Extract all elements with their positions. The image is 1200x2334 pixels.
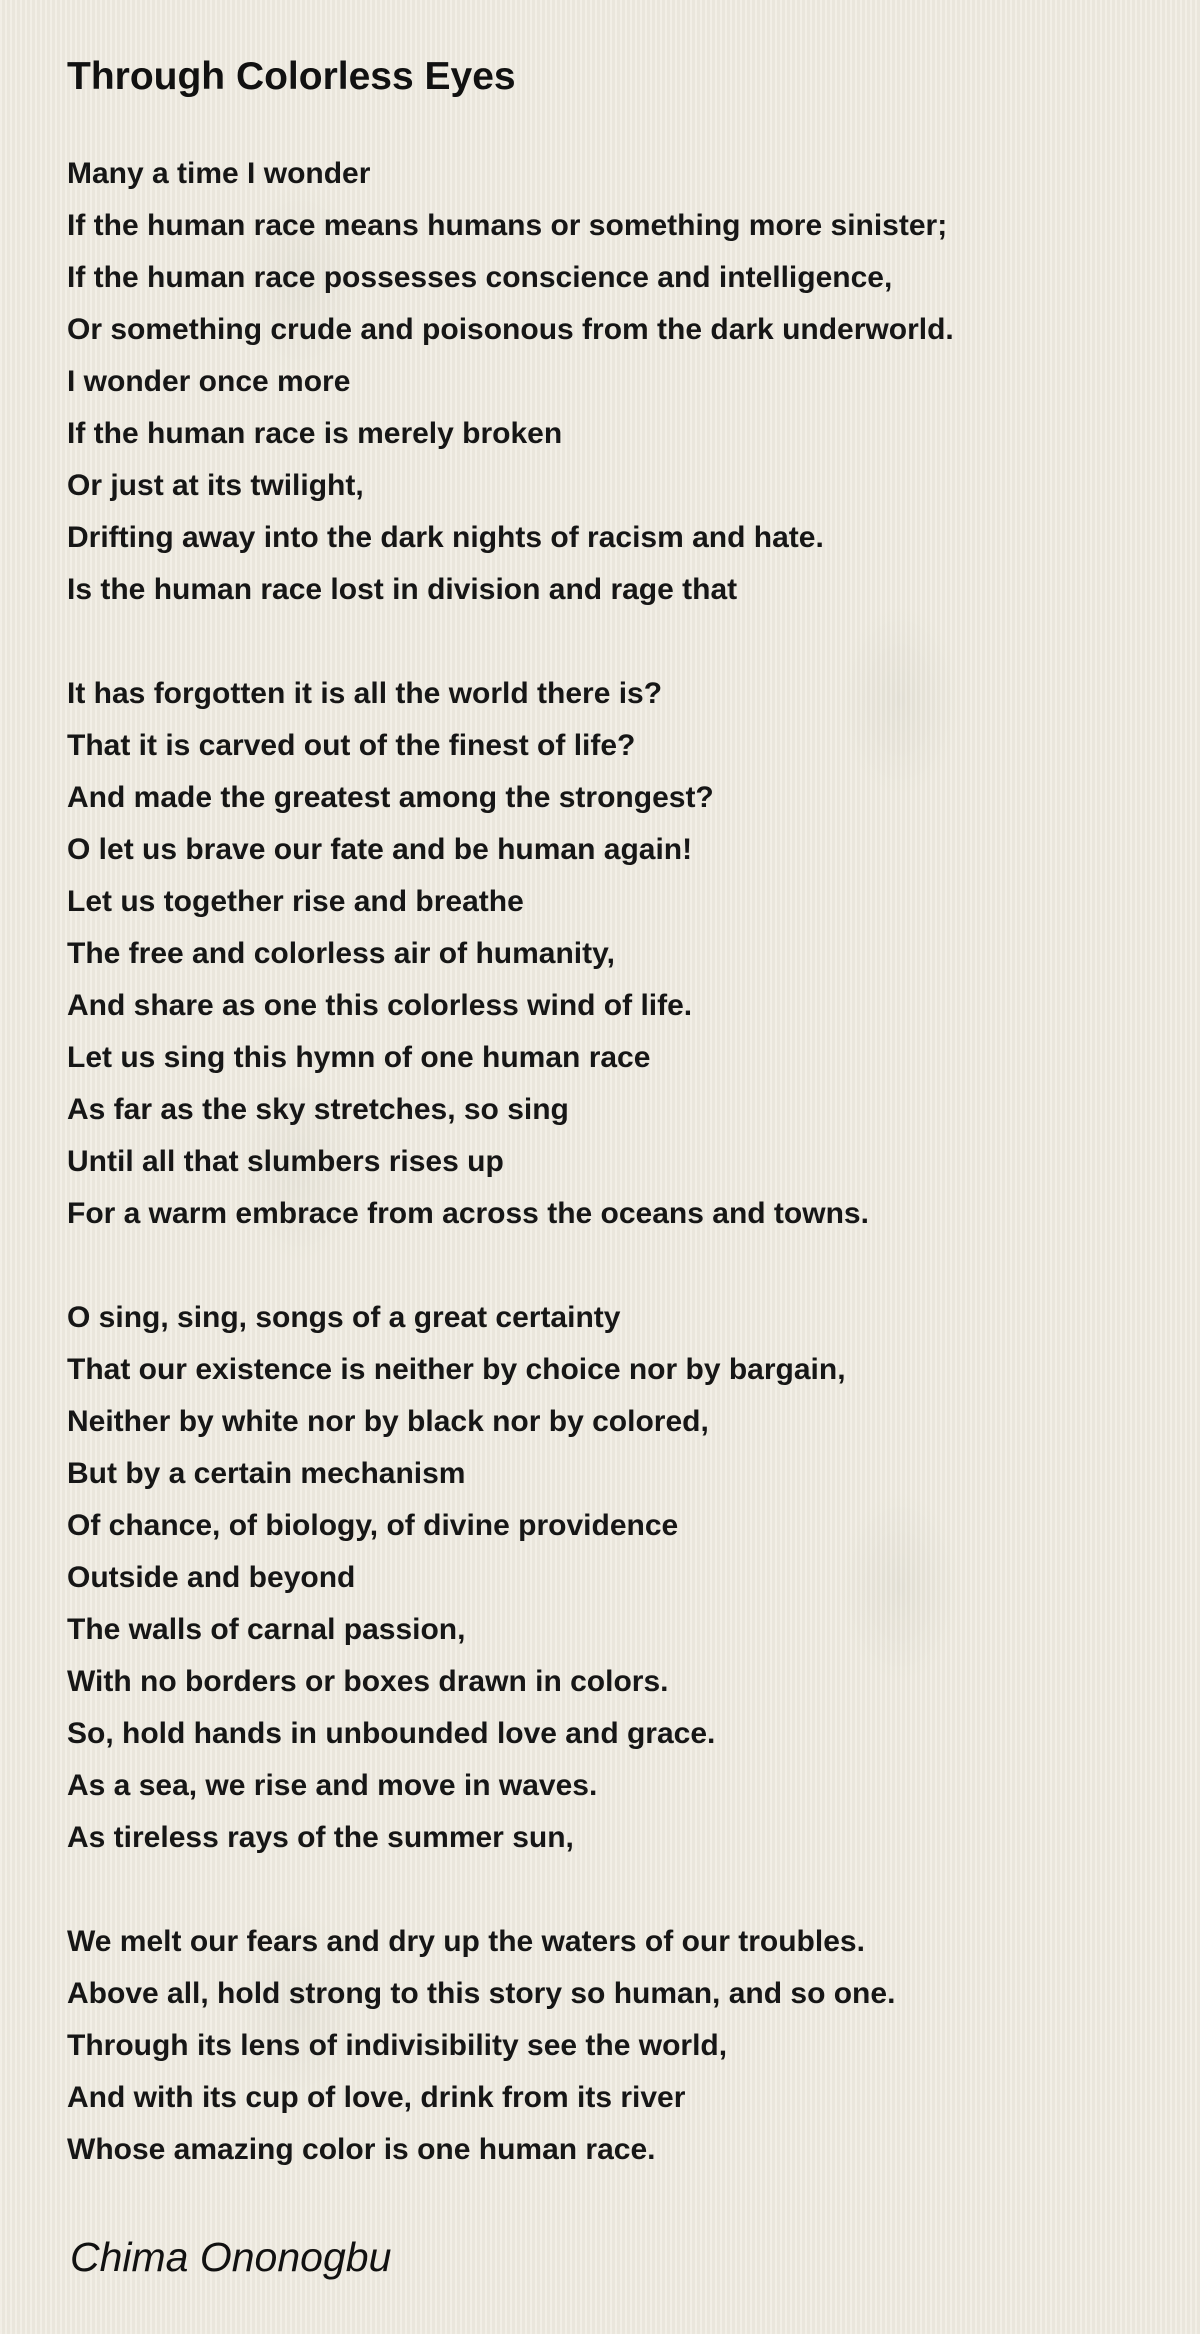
poem-line: As far as the sky stretches, so sing xyxy=(67,1093,569,1126)
poem-line: Let us sing this hymn of one human race xyxy=(67,1041,651,1074)
poem-line: Or just at its twilight, xyxy=(67,469,364,502)
poem-line: Through its lens of indivisibility see the world, xyxy=(67,2029,728,2062)
poem-line: If the human race is merely broken xyxy=(67,417,563,450)
poem-line: With no borders or boxes drawn in colors. xyxy=(67,1665,669,1698)
poem-line: O let us brave our fate and be human again! xyxy=(67,833,693,866)
stanza-break xyxy=(67,616,1167,668)
poem-line: We melt our fears and dry up the waters of our troubles. xyxy=(67,1925,865,1958)
poem-line: As tireless rays of the summer sun, xyxy=(67,1821,574,1854)
poem-line: That it is carved out of the finest of life? xyxy=(67,729,636,762)
poem-line: It has forgotten it is all the world there is? xyxy=(67,677,663,710)
poem-line: And made the greatest among the strongest? xyxy=(67,781,714,814)
poem-line: Neither by white nor by black nor by colored, xyxy=(67,1405,709,1438)
poem-line: And with its cup of love, drink from its river xyxy=(67,2081,686,2114)
poem-line: Drifting away into the dark nights of racism and hate. xyxy=(67,521,824,554)
poem-title: Through Colorless Eyes xyxy=(67,55,516,98)
poem-line: The walls of carnal passion, xyxy=(67,1613,466,1646)
poem-line: Or something crude and poisonous from the dark underworld. xyxy=(67,313,954,346)
poem-line: I wonder once more xyxy=(67,365,351,398)
poem-line: The free and colorless air of humanity, xyxy=(67,937,615,970)
poem-line: Let us together rise and breathe xyxy=(67,885,524,918)
stanza-1 xyxy=(67,148,1167,616)
stanza-2 xyxy=(67,668,1167,1240)
author-name: Chima Ononogbu xyxy=(70,2234,392,2280)
poem-line: Is the human race lost in division and rage that xyxy=(67,573,738,606)
poem-line: But by a certain mechanism xyxy=(67,1457,466,1490)
poem-line: Until all that slumbers rises up xyxy=(67,1145,504,1178)
poem-line: Many a time I wonder xyxy=(67,157,371,190)
poem-line: And share as one this colorless wind of life. xyxy=(67,989,693,1022)
poem-line: Above all, hold strong to this story so human, and so one. xyxy=(67,1977,896,2010)
poem-line: For a warm embrace from across the oceans and towns. xyxy=(67,1197,869,1230)
stanza-break xyxy=(67,1240,1167,1292)
poem-line: Whose amazing color is one human race. xyxy=(67,2133,656,2166)
stanza-4 xyxy=(67,1916,1167,2176)
poem-line: Of chance, of biology, of divine providence xyxy=(67,1509,679,1542)
poem-line: Outside and beyond xyxy=(67,1561,356,1594)
poem-line: So, hold hands in unbounded love and grace. xyxy=(67,1717,716,1750)
poem-body xyxy=(67,148,1167,2176)
poem-line: That our existence is neither by choice nor by bargain, xyxy=(67,1353,846,1386)
poem-page xyxy=(67,50,1167,2176)
stanza-break xyxy=(67,1864,1167,1916)
poem-line: If the human race means humans or something more sinister; xyxy=(67,209,948,242)
poem-line: If the human race possesses conscience and intelligence, xyxy=(67,261,893,294)
stanza-3 xyxy=(67,1292,1167,1864)
poem-line: As a sea, we rise and move in waves. xyxy=(67,1769,598,1802)
poem-line: O sing, sing, songs of a great certainty xyxy=(67,1301,621,1334)
